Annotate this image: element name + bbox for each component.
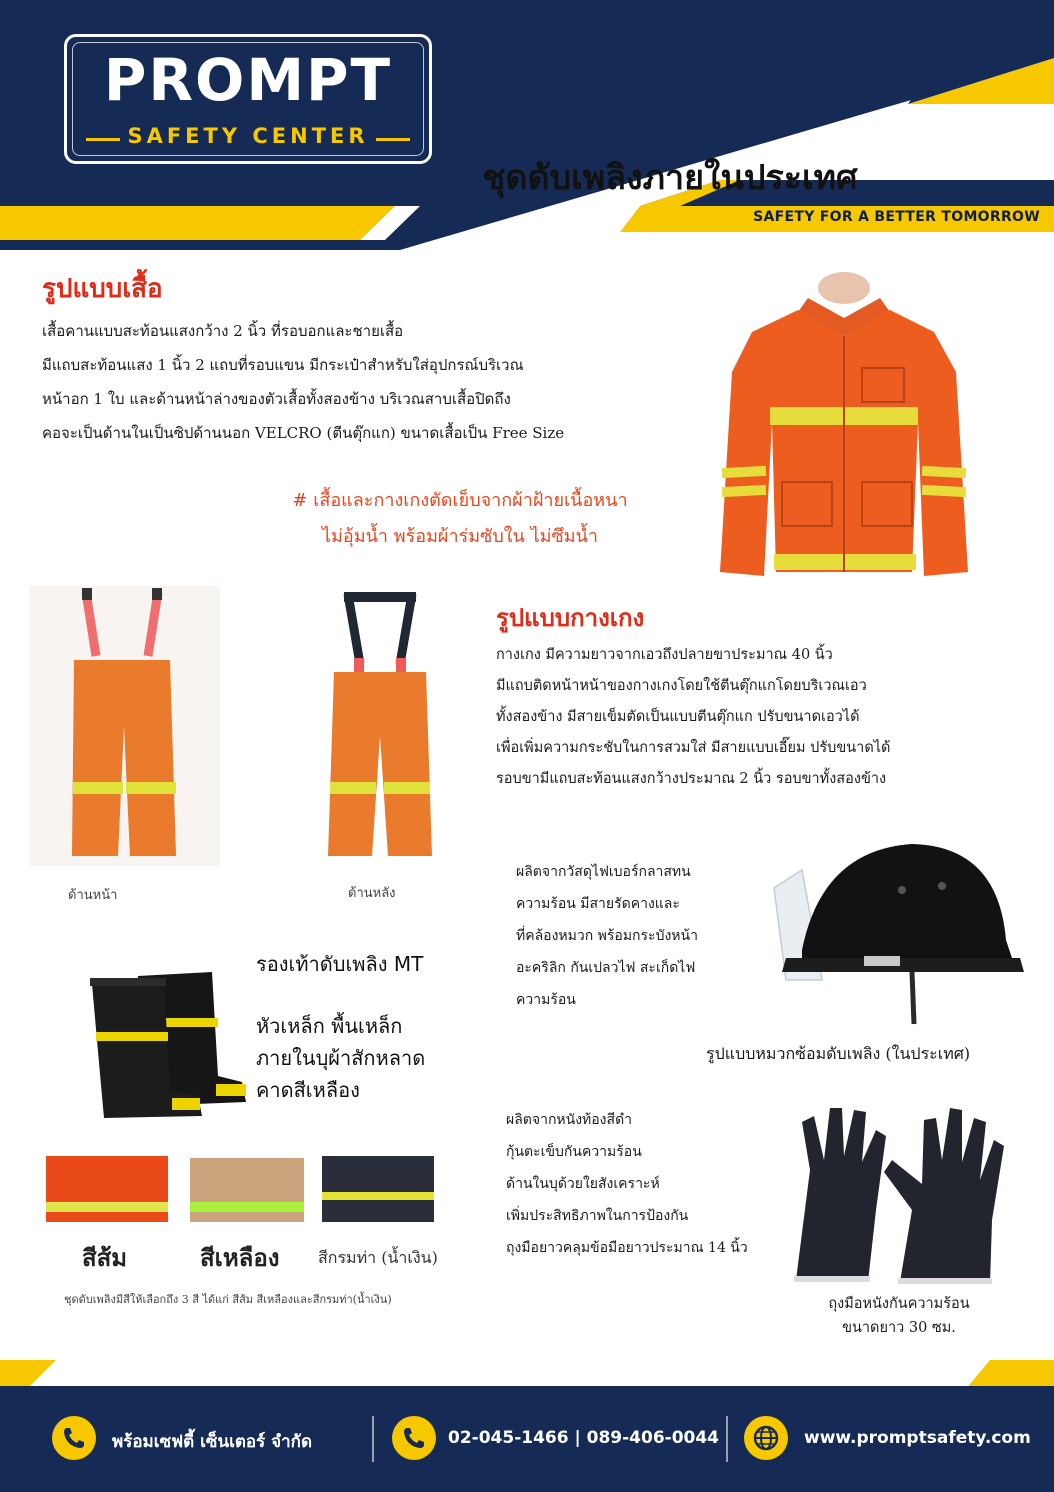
pants-line: รอบขามีแถบสะท้อนแสงกว้างประมาณ 2 นิ้ว รอบขาทั้งสองข้าง [496, 771, 887, 787]
boots-image [86, 964, 256, 1124]
boots-line: คาดสีเหลือง [256, 1078, 360, 1102]
footer-separator [726, 1416, 728, 1462]
helmet-image [762, 830, 1032, 1030]
gloves-description [506, 1104, 796, 1264]
pants-front-caption: ด้านหน้า [68, 888, 118, 903]
pants-back-image [300, 586, 460, 866]
logo-text: PROMPT [103, 46, 393, 114]
color-label-yellow: สีเหลือง [200, 1243, 280, 1272]
helmet-line: อะคริลิก กันเปลวไฟ สะเก็ดไฟ [516, 960, 696, 976]
helmet-description [516, 856, 756, 1016]
swatch-navy [322, 1156, 434, 1222]
gloves-line: กุ้นตะเข็บกันความร้อน [506, 1144, 642, 1160]
pants-front-image [30, 586, 220, 866]
boots-description [256, 1010, 425, 1106]
phone-icon [392, 1416, 436, 1460]
logo-subtitle: SAFETY CENTER [127, 124, 369, 148]
phone-numbers[interactable]: 02-045-1466 | 089-406-0044 [448, 1428, 720, 1448]
shirt-line: เสื้อคานแบบสะท้อนแสงกว้าง 2 นิ้ว ที่รอบอกและชายเสื้อ [42, 322, 404, 340]
pants-description [496, 640, 1036, 795]
gloves-line: ด้านในบุด้วยใยสังเคราะห์ [506, 1176, 660, 1192]
fabric-note-line: ไม่อุ้มน้ำ พร้อมผ้าร่มซับใน ไม่ซึมน้ำ [322, 526, 598, 547]
helmet-line: ความร้อน มีสายรัดคางและ [516, 896, 680, 912]
shirt-line: คอจะเป็นด้านในเป็นซิปด้านนอก VELCRO (ตีนตุ๊กแก) ขนาดเสื้อเป็น Free Size [42, 424, 565, 442]
gloves-line: ผลิตจากหนังท้องสีดำ [506, 1112, 633, 1128]
pants-line: กางเกง มีความยาวจากเอวถึงปลายขาประมาณ 40 นิ้ว [496, 647, 833, 663]
pants-heading: รูปแบบกางเกง [496, 603, 645, 632]
boots-line: ภายในบุผ้าสักหลาด [256, 1046, 426, 1070]
swatch-orange [46, 1156, 168, 1222]
footer-background [0, 1360, 1054, 1492]
helmet-line: ความร้อน [516, 992, 576, 1008]
jacket-image [712, 272, 972, 592]
fabric-note [250, 483, 670, 555]
shirt-heading: รูปแบบเสื้อ [42, 274, 163, 304]
pants-line: ทั้งสองข้าง มีสายเข็มตัดเป็นแบบตีนตุ๊กแก ปรับขนาดเอวได้ [496, 709, 860, 725]
color-note: ชุดดับเพลิงมีสีให้เลือกถึง 3 สี ได้แก่ สีส้ม สีเหลืองและสีกรมท่า(น้ำเงิน) [64, 1293, 392, 1306]
gloves-line: เพิ่มประสิทธิภาพในการป้องกัน [506, 1208, 689, 1224]
shirt-line: หน้าอก 1 ใบ และด้านหน้าล่างของตัวเสื้อทั้งสองข้าง บริเวณสาบเสื้อปิดถึง [42, 390, 511, 408]
helmet-caption: รูปแบบหมวกซ้อมดับเพลิง (ในประเทศ) [706, 1044, 971, 1063]
boots-heading: รองเท้าดับเพลิง MT [256, 952, 424, 976]
phone-icon [52, 1416, 96, 1460]
fabric-note-line: # เสื้อและกางเกงตัดเย็บจากผ้าฝ้ายเนื้อหนา [292, 490, 628, 511]
gloves-image [780, 1100, 1010, 1290]
gloves-caption-line: ถุงมือหนังกันความร้อน [828, 1296, 970, 1312]
shirt-line: มีแถบสะท้อนแสง 1 นิ้ว 2 แถบที่รอบแขน มีกระเป๋าสำหรับใส่อุปกรณ์บริเวณ [42, 356, 524, 374]
footer-separator [372, 1416, 374, 1462]
page-title: ชุดดับเพลิงภายในประเทศ [482, 158, 858, 198]
gloves-caption [784, 1292, 1014, 1340]
pants-line: เพื่อเพิ่มความกระชับในการสวมใส่ มีสายแบบเอี๊ยม ปรับขนาดได้ [496, 740, 891, 756]
logo-divider-right [376, 138, 410, 141]
gloves-caption-line: ขนาดยาว 30 ซม. [842, 1320, 956, 1336]
website-link[interactable]: www.promptsafety.com [804, 1428, 1031, 1448]
pants-line: มีแถบติดหน้าหน้าของกางเกงโดยใช้ตีนตุ๊กแกโดยบริเวณเอว [496, 678, 867, 694]
color-label-navy: สีกรมท่า (น้ำเงิน) [318, 1248, 438, 1267]
tagline: SAFETY FOR A BETTER TOMORROW [753, 209, 1040, 225]
helmet-line: ผลิตจากวัสดุไฟเบอร์กลาสทน [516, 864, 691, 880]
swatch-yellow [190, 1158, 304, 1222]
pants-back-caption: ด้านหลัง [348, 886, 396, 901]
company-name: พร้อมเซฟตี้ เซ็นเตอร์ จำกัด [112, 1432, 313, 1452]
color-label-orange: สีส้ม [82, 1243, 128, 1272]
helmet-line: ที่คล้องหมวก พร้อมกระบังหน้า [516, 928, 698, 944]
globe-icon [744, 1416, 788, 1460]
gloves-line: ถุงมือยาวคลุมข้อมือยาวประมาณ 14 นิ้ว [506, 1240, 748, 1256]
boots-line: หัวเหล็ก พื้นเหล็ก [256, 1014, 403, 1038]
shirt-description [42, 314, 682, 450]
